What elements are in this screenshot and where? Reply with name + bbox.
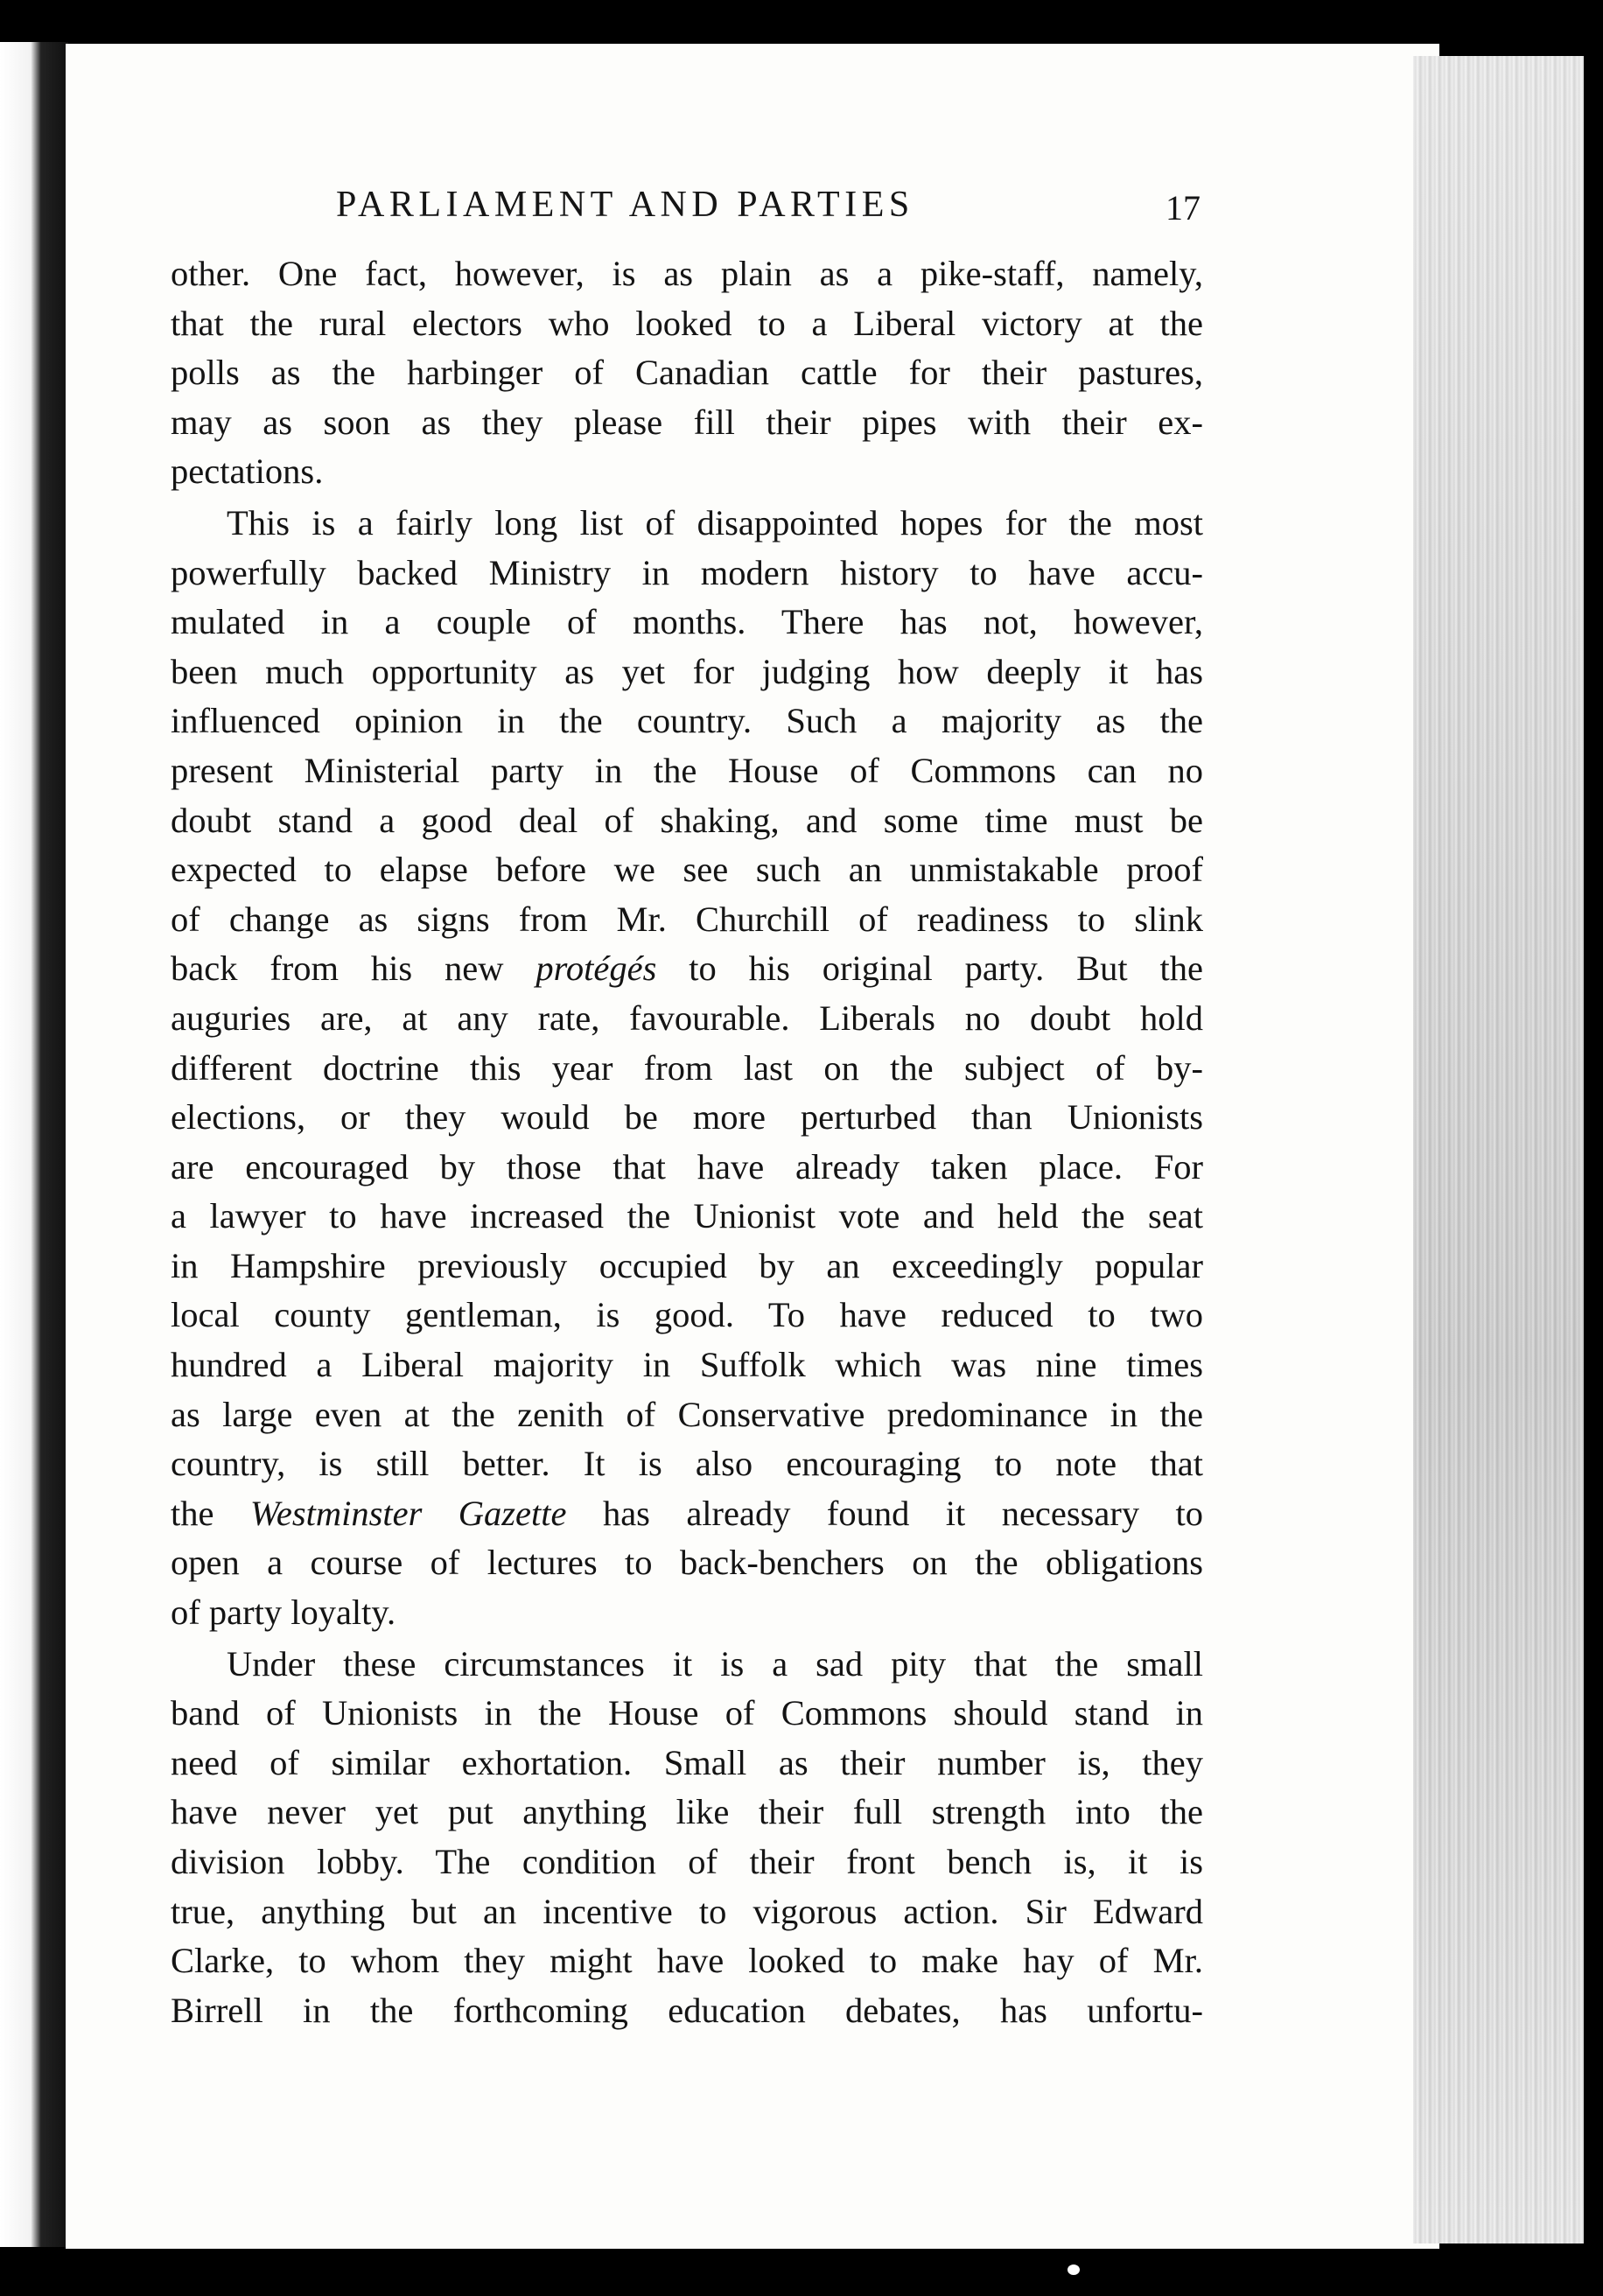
text-line-20: a lawyer to have increased the Unionist vote and held the seat [171,1196,1203,1236]
text-line-17: different doctrine this year from last on the subject of by- [171,1047,1203,1088]
text-line-10: influenced opinion in the country. Such a majority as the [171,701,1203,741]
scan-speck [1068,2264,1080,2275]
text-line-6: This is a fairly long list of disappointed hopes for the most [227,502,1203,542]
text-line-5: pectations. [171,452,324,492]
text-line-4: may as soon as they please fill their pipes with their ex- [171,402,1203,442]
text-line-30: band of Unionists in the House of Commons should stand in [171,1693,1203,1733]
text-line-26-start: the [171,1493,214,1533]
text-line-26-end: has already found it necessary to [602,1493,1204,1533]
italic-westminster-gazette: Westminster Gazette [249,1493,567,1533]
text-line-2: that the rural electors who looked to a Liberal victory at the [171,303,1203,343]
text-line-34: true, anything but an incentive to vigorous action. Sir Edward [171,1891,1203,1931]
text-line-21: in Hampshire previously occupied by an exceedingly popular [171,1245,1203,1285]
text-line-28: of party loyalty. [171,1592,396,1633]
text-line-15-start: back from his new [171,948,504,989]
text-line-13: expected to elapse before we see such an unmistakable proof [171,850,1203,890]
italic-proteges: protégés [536,948,657,989]
text-line-25: country, is still better. It is also encouraging to note that [171,1444,1203,1484]
text-line-22: local county gentleman, is good. To have reduced to two [171,1295,1203,1335]
page-stack-edge [1413,56,1584,2244]
text-line-1: other. One fact, however, is as plain as a pike-staff, namely, [171,254,1203,293]
text-line-19: are encouraged by those that have already taken place. For [171,1146,1203,1186]
text-line-18: elections, or they would be more perturbed than Unionists [171,1097,1203,1138]
text-line-9: been much opportunity as yet for judging how deeply it has [171,651,1203,691]
text-line-8: mulated in a couple of months. There has not, however, [171,602,1203,642]
text-line-23: hundred a Liberal majority in Suffolk which was nine times [171,1345,1203,1385]
text-line-14: of change as signs from Mr. Churchill of readiness to slink [171,899,1203,939]
body-text [171,249,1203,2035]
text-line-26 [171,1489,1203,1539]
text-line-15 [171,944,1203,994]
running-head-title: PARLIAMENT AND PARTIES [336,185,914,225]
text-line-12: doubt stand a good deal of shaking, and some time must be [171,800,1203,840]
text-line-33: division lobby. The condition of their front bench is, it is [171,1842,1203,1881]
page-number: 17 [1166,188,1200,228]
text-line-16: auguries are, at any rate, favourable. Liberals no doubt hold [171,998,1203,1038]
text-line-27: open a course of lectures to back-benchers on the obligations [171,1543,1203,1583]
text-line-15-end: to his original party. But the [689,948,1204,989]
text-line-32: have never yet put anything like their full strength into the [171,1792,1203,1832]
left-page-edge [0,42,68,2247]
text-line-31: need of similar exhortation. Small as their number is, they [171,1742,1203,1782]
text-line-29: Under these circumstances it is a sad pity that the small [227,1643,1203,1684]
text-line-11: present Ministerial party in the House of Commons can no [171,750,1203,790]
text-line-35: Clarke, to whom they might have looked to make hay of Mr. [171,1941,1203,1981]
text-line-24: as large even at the zenith of Conservative predominance in the [171,1394,1203,1434]
text-line-3: polls as the harbinger of Canadian cattle for their pastures, [171,353,1203,393]
running-head [168,184,1200,236]
text-line-7: powerfully backed Ministry in modern history to have accu- [171,552,1203,592]
text-line-36: Birrell in the forthcoming education debates, has unfortu- [171,1990,1203,2030]
